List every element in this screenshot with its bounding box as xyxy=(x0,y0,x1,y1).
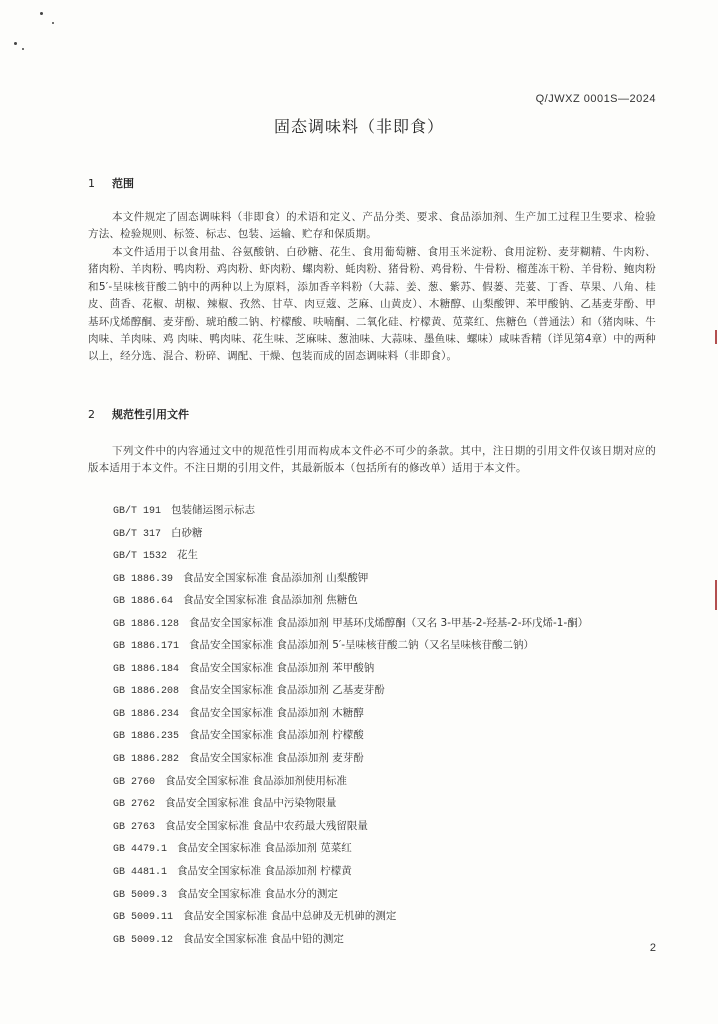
scan-speck xyxy=(14,42,17,45)
reference-title: 包装储运图示标志 xyxy=(171,504,256,516)
section-title: 范围 xyxy=(112,177,134,190)
reference-title: 食品安全国家标准 食品中污染物限量 xyxy=(165,797,337,810)
reference-code: GB 2763 xyxy=(113,821,156,833)
references-intro-paragraph: 下列文件中的内容通过文中的规范性引用而构成本文件必不可少的条款。其中，注日期的引用文件仅该日期对应的版本适用于本文件。不注日期的引用文件，其最新版本（包括所有的修改单）适用于本文件。 xyxy=(88,445,656,475)
reference-title: 食品安全国家标准 食品添加剂使用标准 xyxy=(165,774,347,787)
reference-code: GB 1886.64 xyxy=(113,596,174,608)
reference-title: 食品安全国家标准 食品添加剂 木糖醇 xyxy=(189,706,364,719)
reference-item xyxy=(113,725,673,748)
reference-code: GB/T 191 xyxy=(113,506,162,517)
reference-title: 食品安全国家标准 食品添加剂 甲基环戊烯醇酮（又名 3-甲基-2-羟基-2-环戊烯-1-酮） xyxy=(189,616,589,629)
reference-item xyxy=(113,816,673,839)
scan-edge-mark xyxy=(715,330,717,344)
reference-item xyxy=(113,861,673,884)
reference-title: 食品安全国家标准 食品添加剂 柠檬黄 xyxy=(177,864,352,877)
reference-title: 食品安全国家标准 食品中总砷及无机砷的测定 xyxy=(183,910,397,923)
standard-code: Q/JWXZ 0001S—2024 xyxy=(535,93,656,105)
reference-item xyxy=(113,838,673,861)
reference-item xyxy=(113,771,673,794)
reference-code: GB 2762 xyxy=(113,799,156,811)
reference-item xyxy=(113,568,673,591)
reference-title: 食品安全国家标准 食品添加剂 乙基麦芽酚 xyxy=(189,684,385,697)
scope-paragraph-1: 本文件规定了固态调味料（非即食）的术语和定义、产品分类、要求、食品添加剂、生产加工过程卫生要求、检验方法、检验规则、标签、标志、包装、运输、贮存和保质期。 xyxy=(88,211,656,241)
reference-title: 食品安全国家标准 食品添加剂 5′-呈味核苷酸二钠（又名呈味核苷酸二钠） xyxy=(189,638,535,651)
reference-title: 食品安全国家标准 食品水分的测定 xyxy=(177,887,338,900)
reference-item xyxy=(88,613,673,635)
reference-item xyxy=(113,680,673,703)
reference-code: GB 5009.12 xyxy=(113,934,174,946)
reference-code: GB 1886.39 xyxy=(113,573,174,585)
reference-title: 花生 xyxy=(177,549,199,562)
reference-code: GB 4479.1 xyxy=(113,844,168,856)
reference-item xyxy=(113,658,673,681)
section-title: 规范性引用文件 xyxy=(112,408,189,421)
reference-code: GB 5009.11 xyxy=(113,912,174,924)
reference-title: 食品安全国家标准 食品添加剂 苋菜红 xyxy=(177,842,352,855)
reference-code: GB 1886.128 xyxy=(113,618,180,630)
reference-item xyxy=(113,929,673,952)
scan-speck xyxy=(40,12,43,15)
reference-code: GB/T 1532 xyxy=(113,551,168,563)
reference-title: 食品安全国家标准 食品添加剂 焦糖色 xyxy=(183,594,358,607)
scope-paragraph-2: 本文件适用于以食用盐、谷氨酸钠、白砂糖、花生、食用葡萄糖、食用玉米淀粉、食用淀粉、麦芽糊精、牛肉粉、猪肉粉、羊肉粉、鸭肉粉、鸡肉粉、虾肉粉、螺肉粉、蚝肉粉、猪骨粉、鸡骨粉、牛骨粉、榴莲冻干粉、羊骨粉、鲍肉粉和5′-呈味核苷酸二钠中的两种以上为原料，添加香辛料粉（大蒜、姜、葱、紫苏、假蒌、芫荽、丁香、草果、八角、桂皮、茴香、花椒、胡椒、辣椒、孜然、甘草、肉豆蔻、芝麻、山黄皮）、木糖醇、山梨酸钾、苯甲酸钠、乙基麦芽酚、甲基环戊烯醇酮、麦芽酚、琥珀酸二钠、柠檬酸、呋喃酮、二氧化硅、柠檬黄、苋菜红、焦糖色（普通法）和（猪肉味、牛肉味、羊肉味、鸡 肉味、鸭肉味、花生味、芝麻味、葱油味、大蒜味、墨鱼味、螺味）咸味香精（详见第4章）中的两种以上，经分选、混合、粉碎、调配、干燥、包装而成的固态调味料（非即食）。 xyxy=(88,246,656,363)
reference-item xyxy=(113,635,673,658)
reference-item xyxy=(113,906,673,929)
document-title: 固态调味料（非即食） xyxy=(273,117,444,136)
reference-item xyxy=(113,500,673,523)
reference-code: GB 2760 xyxy=(113,776,156,788)
reference-code: GB 1886.208 xyxy=(113,686,180,698)
reference-code: GB/T 317 xyxy=(113,528,162,540)
reference-list xyxy=(113,500,673,951)
reference-item xyxy=(113,793,673,816)
reference-code: GB 4481.1 xyxy=(113,866,168,878)
reference-title: 食品安全国家标准 食品添加剂 苯甲酸钠 xyxy=(189,661,375,674)
reference-title: 食品安全国家标准 食品添加剂 麦芽酚 xyxy=(189,751,364,764)
page-number: 2 xyxy=(649,942,656,954)
reference-title: 白砂糖 xyxy=(171,526,203,539)
reference-code: GB 1886.282 xyxy=(113,753,180,765)
section-number: 2 xyxy=(88,408,95,421)
reference-item xyxy=(113,590,673,613)
scan-edge-mark xyxy=(715,580,717,610)
reference-title: 食品安全国家标准 食品中铅的测定 xyxy=(183,932,344,945)
reference-code: GB 5009.3 xyxy=(113,889,168,901)
reference-code: GB 1886.235 xyxy=(113,731,180,743)
scan-speck xyxy=(22,48,24,50)
reference-title: 食品安全国家标准 食品添加剂 柠檬酸 xyxy=(189,729,364,742)
section-number: 1 xyxy=(88,177,95,190)
reference-code: GB 1886.234 xyxy=(113,708,180,720)
section-heading-normative-references xyxy=(88,406,189,422)
reference-item xyxy=(113,523,673,546)
reference-item xyxy=(113,545,673,568)
reference-title: 食品安全国家标准 食品添加剂 山梨酸钾 xyxy=(183,571,369,584)
reference-title: 食品安全国家标准 食品中农药最大残留限量 xyxy=(165,819,368,832)
reference-code: GB 1886.171 xyxy=(113,640,180,652)
reference-item xyxy=(113,703,673,726)
reference-item xyxy=(113,884,673,907)
section-heading-scope xyxy=(88,175,134,191)
scan-speck xyxy=(52,22,54,24)
reference-code: GB 1886.184 xyxy=(113,663,180,675)
reference-item xyxy=(113,748,673,771)
